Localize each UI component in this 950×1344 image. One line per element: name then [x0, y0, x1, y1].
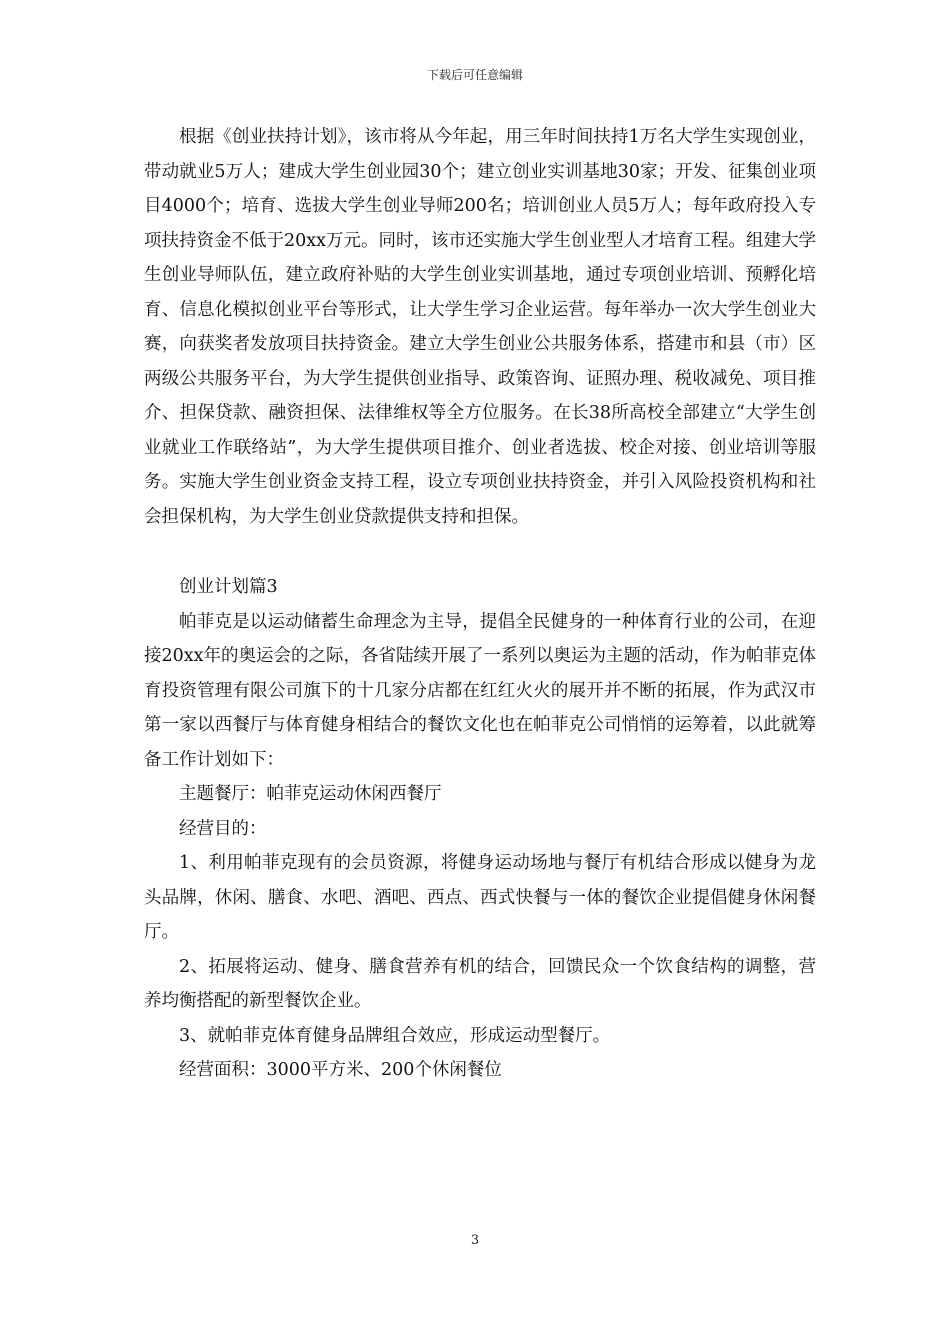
paragraph-company-intro: 帕菲克是以运动储蓄生命理念为主导，提倡全民健身的一种体育行业的公司，在迎接20xx年的奥运会的之际，各省陆续开展了一系列以奥运为主题的活动，作为帕菲克体育投资管理有限公司旗下的十几家分店都在红红火火的展开并不断的拓展，作为武汉市第一家以西餐厅与体育健身相结合的餐饮文化也在帕菲克公司悄悄的运筹着，以此就筹备工作计划如下：: [144, 611, 817, 770]
paragraph-startup-support-plan: 根据《创业扶持计划》，该市将从今年起，用三年时间扶持1万名大学生实现创业，带动就业5万人；建成大学生创业园30个；建立创业实训基地30家；开发、征集创业项目4000个；培育、选拔大学生创业导师200名；培训创业人员5万人；每年政府投入专项扶持资金不低于20xx万元。同时，该市还实施大学生创业型人才培育工程。组建大学生创业导师队伍，建立政府补贴的大学生创业实训基地，通过专项创业培训、预孵化培育、信息化模拟创业平台等形式，让大学生学习企业运营。每年举办一次大学生创业大赛，向获奖者发放项目扶持资金。建立大学生创业公共服务体系，搭建市和县（市）区两级公共服务平台，为大学生提供创业指导、政策咨询、证照办理、税收减免、项目推介、担保贷款、融资担保、法律维权等全方位服务。在长38所高校全部建立“大学生创业就业工作联络站”，为大学生提供项目推介、创业者选拔、校企对接、创业培训等服务。实施大学生创业资金支持工程，设立专项创业扶持资金，并引入风险投资机构和社会担保机构，为大学生创业贷款提供支持和担保。: [144, 127, 817, 527]
page-number: 3: [470, 1233, 480, 1248]
paragraph-theme-restaurant: 主题餐厅：帕菲克运动休闲西餐厅: [179, 784, 442, 804]
paragraph-business-area: 经营面积：3000平方米、200个休闲餐位: [179, 1060, 502, 1080]
section-spacer: [144, 534, 816, 570]
list-item-purpose-1: 1、利用帕菲克现有的会员资源，将健身运动场地与餐厅有机结合形成以健身为龙头品牌，休闲、膳食、水吧、酒吧、西点、西式快餐与一体的餐饮企业提倡健身休闲餐厅。: [144, 853, 816, 942]
list-item-purpose-2: 2、拓展将运动、健身、膳食营养有机的结合，回馈民众一个饮食结构的调整，营养均衡搭配的新型餐饮企业。: [144, 956, 816, 1011]
document-body: [144, 120, 816, 1088]
page-header: 下载后可任意编辑: [426, 68, 523, 82]
paragraph-purpose-label: 经营目的：: [179, 818, 267, 839]
section-heading: 创业计划篇3: [179, 577, 278, 597]
list-item-purpose-3: 3、就帕菲克体育健身品牌组合效应，形成运动型餐厅。: [179, 1025, 611, 1046]
